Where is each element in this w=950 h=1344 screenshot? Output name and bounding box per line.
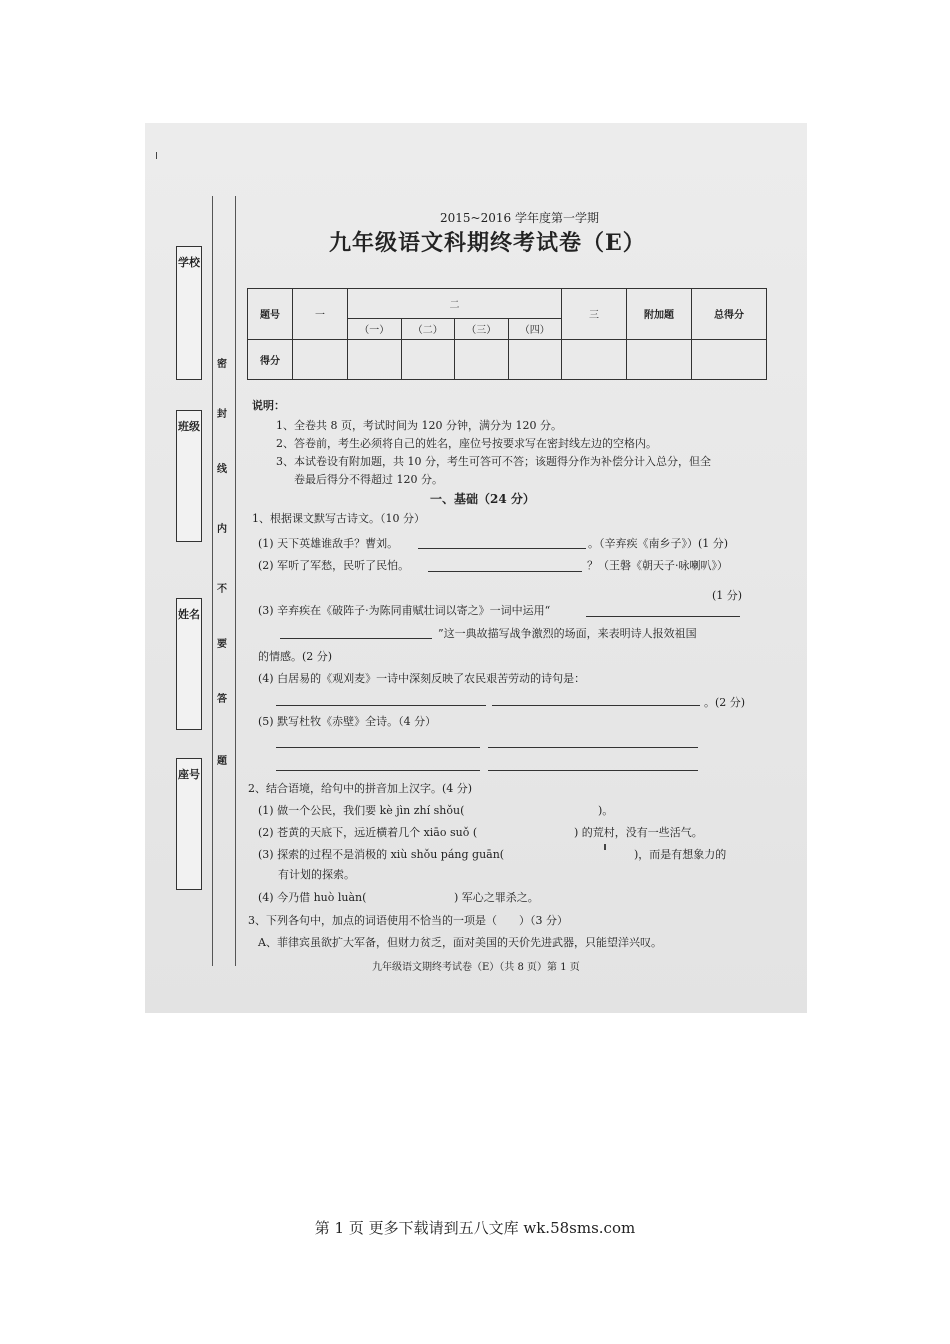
answer-line bbox=[492, 705, 700, 706]
question-1-3: (3) 辛弃疾在《破阵子·为陈同甫赋壮词以寄之》一词中运用“ bbox=[258, 604, 551, 617]
seal-char: 不 bbox=[217, 584, 227, 595]
exam-term: 2015~2016 学年度第一学期 bbox=[440, 211, 599, 225]
school-label: 学校 bbox=[178, 256, 200, 269]
sub-header-cell: （三） bbox=[455, 319, 509, 339]
note-item: 3、本试卷设有附加题，共 10 分，考生可答可不答；该题得分作为补偿分计入总分，但全 bbox=[276, 455, 711, 468]
sub-header-cell: （一） bbox=[348, 319, 402, 339]
question-1-3-end: 的情感。(2 分) bbox=[258, 650, 333, 663]
note-item: 卷最后得分不得超过 120 分。 bbox=[294, 473, 443, 486]
seal-char: 密 bbox=[217, 359, 227, 370]
note-item: 1、全卷共 8 页，考试时间为 120 分钟，满分为 120 分。 bbox=[276, 419, 562, 432]
question-1-2-source: ？（王磐《朝天子·咏喇叭》） bbox=[587, 559, 728, 572]
exam-title: 九年级语文科期终考试卷（E） bbox=[329, 230, 646, 256]
question-2-4: (4) 今乃借 huò luàn( bbox=[258, 891, 367, 904]
question-1: 1、根据课文默写古诗文。（10 分） bbox=[252, 512, 425, 525]
answer-line bbox=[488, 770, 698, 771]
score-cell bbox=[562, 339, 627, 379]
question-3-option-a: A、菲律宾虽欲扩大军备，但财力贫乏，面对美国的天价先进武器，只能望洋兴叹。 bbox=[258, 936, 662, 949]
score-cell bbox=[692, 339, 767, 379]
scan-speck bbox=[156, 152, 157, 159]
answer-line bbox=[280, 638, 432, 639]
header-cell: 二 bbox=[348, 289, 562, 319]
seat-label: 座号 bbox=[178, 768, 200, 781]
score-cell bbox=[508, 339, 562, 379]
score-table bbox=[247, 288, 767, 380]
question-2-3-cont: 有计划的探索。 bbox=[278, 868, 355, 881]
question-2-3-end: )，而是有想象力的 bbox=[634, 848, 727, 861]
question-3: 3、下列各句中，加点的词语使用不恰当的一项是（ ）（3 分） bbox=[248, 914, 568, 927]
score-cell bbox=[401, 339, 455, 379]
seat-box bbox=[176, 758, 202, 890]
seal-char: 要 bbox=[217, 639, 227, 650]
question-2-3: (3) 探索的过程不是消极的 xiù shǒu páng guān( bbox=[258, 848, 505, 861]
question-1-2-score: (1 分) bbox=[712, 589, 743, 602]
question-2: 2、结合语境，给句中的拼音加上汉字。(4 分) bbox=[248, 782, 473, 795]
sub-header-cell: （二） bbox=[401, 319, 455, 339]
header-cell: 一 bbox=[293, 289, 348, 340]
header-cell: 三 bbox=[562, 289, 627, 340]
question-1-2: (2) 军听了军愁，民听了民怕。 bbox=[258, 559, 410, 572]
question-1-5: (5) 默写杜牧《赤壁》全诗。（4 分） bbox=[258, 715, 437, 728]
seal-char: 封 bbox=[217, 409, 227, 420]
question-2-1-end: )。 bbox=[598, 804, 614, 817]
sub-header-cell: （四） bbox=[508, 319, 562, 339]
answer-line bbox=[586, 616, 740, 617]
answer-line bbox=[276, 705, 486, 706]
header-cell: 总得分 bbox=[692, 289, 767, 340]
question-2-4-end: ) 军心之罪杀之。 bbox=[454, 891, 539, 904]
name-box bbox=[176, 598, 202, 730]
header-cell: 题号 bbox=[248, 289, 293, 340]
question-1-4: (4) 白居易的《观刈麦》一诗中深刻反映了农民艰苦劳动的诗句是： bbox=[258, 672, 586, 685]
question-2-2-end: ) 的荒村，没有一些活气。 bbox=[574, 826, 703, 839]
question-2-2: (2) 苍黄的天底下，远近横着几个 xiāo suǒ ( bbox=[258, 826, 478, 839]
scan-speck bbox=[604, 844, 606, 850]
seal-char: 内 bbox=[217, 524, 227, 535]
school-box bbox=[176, 246, 202, 380]
question-1-3-cont: ”这一典故描写战争激烈的场面，来表明诗人报效祖国 bbox=[438, 627, 697, 640]
score-row-label: 得分 bbox=[248, 339, 293, 379]
score-cell bbox=[293, 339, 348, 379]
score-cell bbox=[627, 339, 692, 379]
answer-line bbox=[428, 571, 582, 572]
page-footer: 九年级语文期终考试卷（E）（共 8 页）第 1 页 bbox=[372, 962, 580, 973]
answer-line bbox=[488, 747, 698, 748]
section-title: 一、基础（24 分） bbox=[430, 492, 535, 506]
note-item: 2、答卷前，考生必须将自己的姓名，座位号按要求写在密封线左边的空格内。 bbox=[276, 437, 657, 450]
document-footer: 第 1 页 更多下载请到五八文库 wk.58sms.com bbox=[314, 1219, 636, 1237]
question-2-1: (1) 做一个公民，我们要 kè jìn zhí shǒu( bbox=[258, 804, 465, 817]
class-label: 班级 bbox=[178, 420, 200, 433]
seal-char: 答 bbox=[217, 694, 227, 705]
answer-line bbox=[276, 747, 480, 748]
score-cell bbox=[348, 339, 402, 379]
question-1-1-source: 。（辛弃疾《南乡子》）(1 分) bbox=[588, 537, 729, 550]
notes-label: 说明： bbox=[252, 399, 285, 412]
seal-char: 线 bbox=[217, 464, 227, 475]
seal-char: 题 bbox=[217, 756, 227, 767]
question-1-1: (1) 天下英雄谁敌手？曹刘。 bbox=[258, 537, 399, 550]
question-1-4-score: 。(2 分) bbox=[704, 696, 746, 709]
score-cell bbox=[455, 339, 509, 379]
answer-line bbox=[276, 770, 480, 771]
answer-line bbox=[418, 548, 586, 549]
header-cell: 附加题 bbox=[627, 289, 692, 340]
name-label: 姓名 bbox=[178, 608, 200, 621]
class-box bbox=[176, 410, 202, 542]
